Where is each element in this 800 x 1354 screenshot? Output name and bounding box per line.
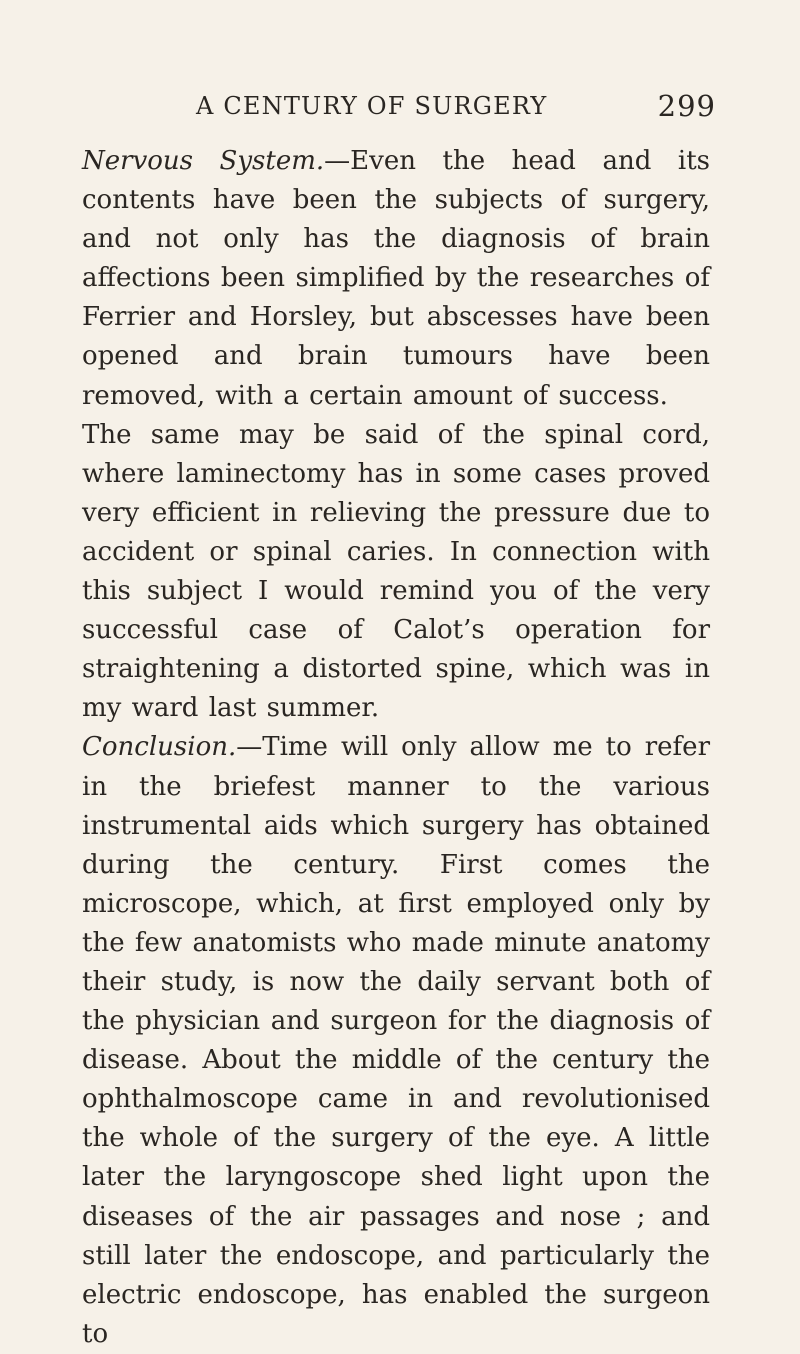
paragraph-spinal-cord [82, 416, 710, 729]
paragraph-text: The same may be said of the spinal cord, where laminectomy has in some cases proved very efficient in relieving the pressure due to accident or spinal caries. In connection with this subject I would remind you of the very successful case of Calot’s operation for straightening a distorted spine, which was in my ward last summer. [82, 419, 710, 724]
section-heading-nervous-system: Nervous System. [82, 146, 325, 176]
body-text [82, 142, 710, 1354]
running-head [196, 88, 716, 124]
paragraph-text: —Time will only allow me to refer in the briefest manner to the various instrumental aids which surgery has obtained during the century. First comes the microscope, which, at first employed only by the few anatomists who made minute anatomy their study, is now the daily servant both of the physician and surgeon for the diagnosis of disease. About the middle of the century the ophthalmoscope came in and revolutionised the whole of the surgery of the eye. A little later the laryngoscope shed light upon the diseases of the air passages and nose ; and still later the endoscope, and particularly the electric endoscope, has enabled the surgeon to [82, 732, 710, 1349]
paragraph-conclusion [82, 728, 710, 1354]
paragraph-text: —Even the head and its contents have been the subjects of surgery, and not only has the diagnosis of brain affections been simplified by the researches of Ferrier and Horsley, but abscesses have been opened and brain tumours have been removed, with a certain amount of success. [82, 146, 711, 411]
paragraph-nervous-system [82, 142, 710, 416]
page-number: 299 [657, 89, 716, 123]
running-title: A CENTURY OF SURGERY [196, 92, 548, 120]
section-heading-conclusion: Conclusion. [82, 732, 237, 763]
